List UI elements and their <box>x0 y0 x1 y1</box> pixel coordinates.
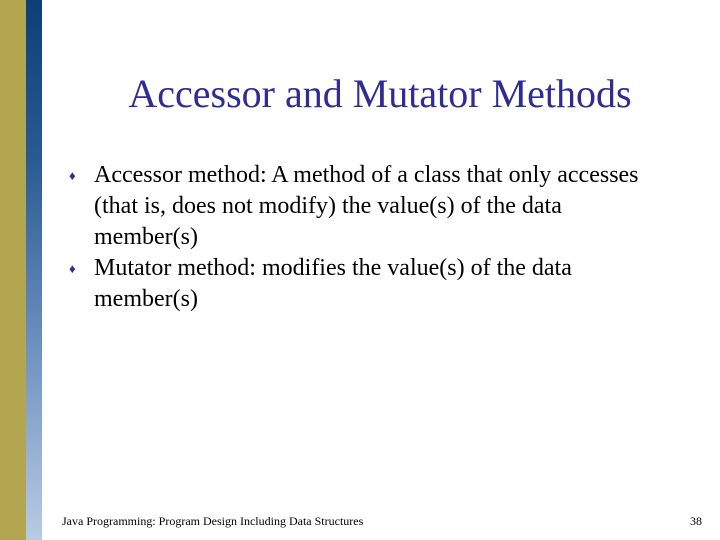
list-item <box>68 160 668 253</box>
list-item <box>68 253 668 315</box>
diamond-bullet-icon: ♦ <box>69 168 76 183</box>
left-olive-bar <box>0 0 26 540</box>
page-number: 38 <box>690 514 702 528</box>
bullet-list <box>68 160 668 315</box>
left-gradient-bar <box>26 0 42 540</box>
bullet-text: Mutator method: modifies the value(s) of the data member(s) <box>94 255 572 312</box>
bullet-text: Accessor method: A method of a class that only accesses (that is, does not modify) the value(s) of the data member(s) <box>94 162 639 250</box>
slide-title: Accessor and Mutator Methods <box>128 71 632 116</box>
diamond-bullet-icon: ♦ <box>69 261 76 276</box>
footer-text: Java Programming: Program Design Including Data Structures <box>62 514 364 528</box>
